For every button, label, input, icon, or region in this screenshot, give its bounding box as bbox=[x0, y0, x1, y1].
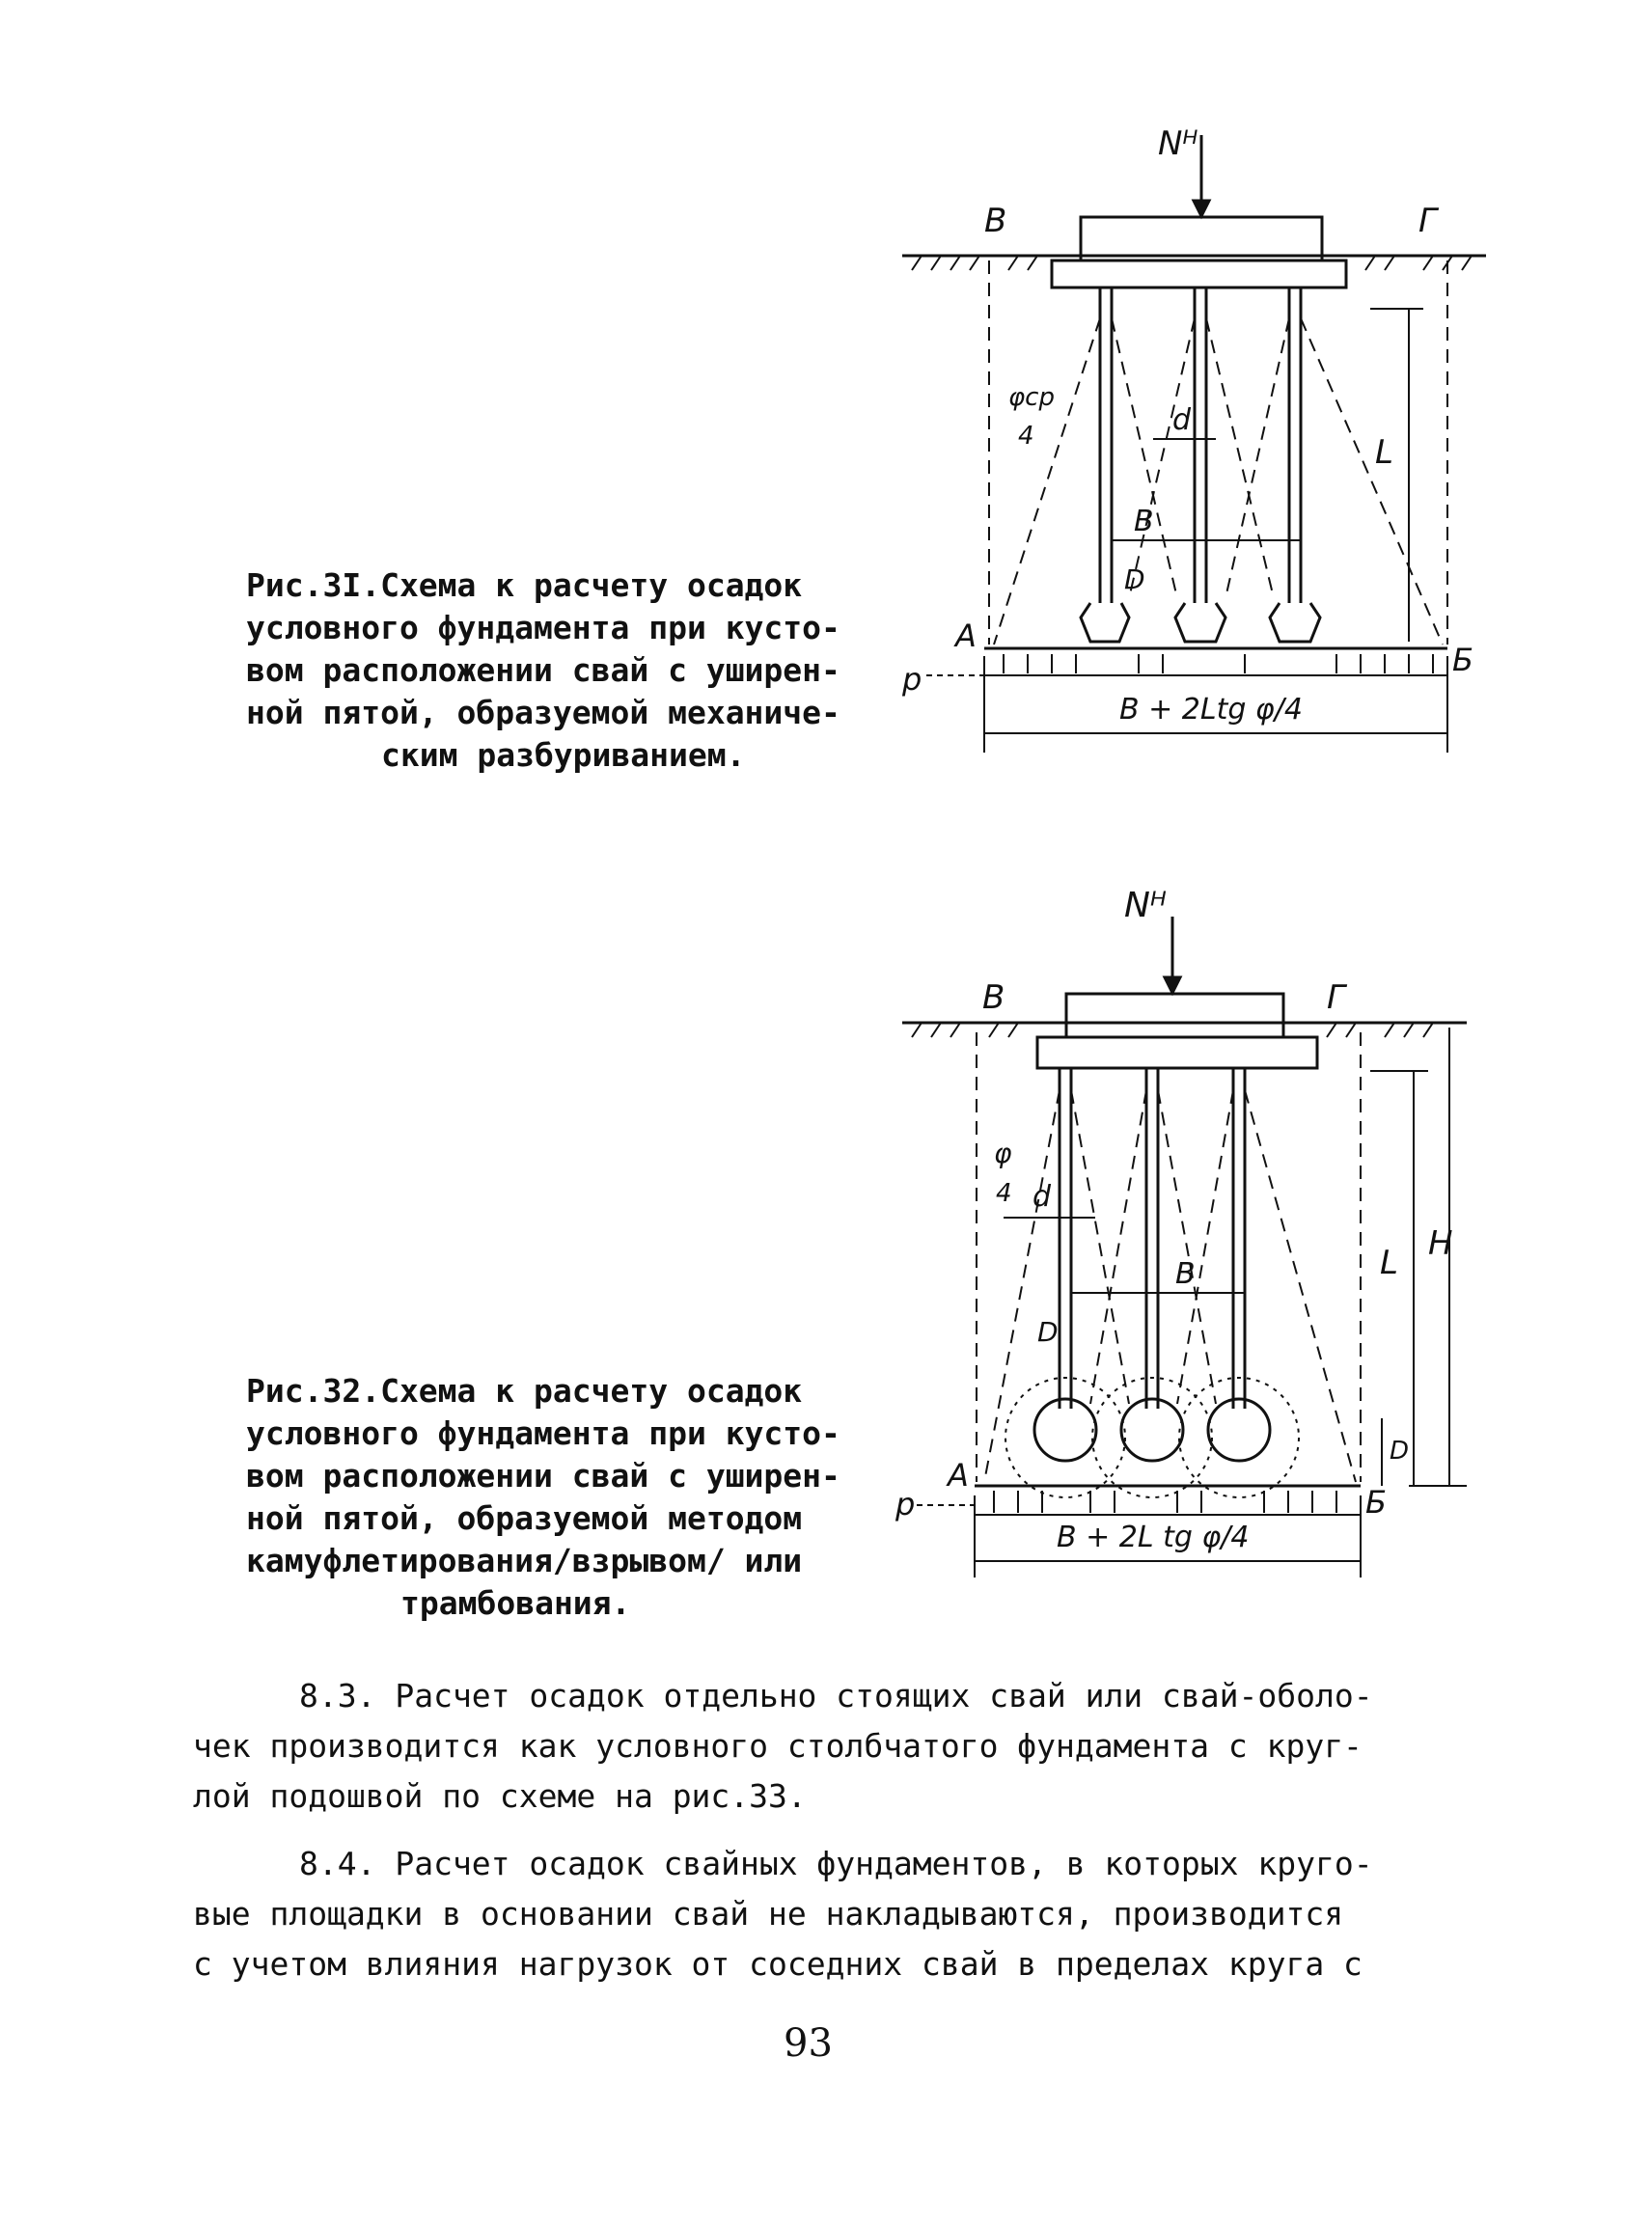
paragraph-8-3 bbox=[193, 1671, 1467, 1822]
fig31-width-label: B + 2Ltg φ/4 bbox=[1119, 693, 1303, 727]
fig31-angle-bottom-label: 4 bbox=[1018, 422, 1034, 451]
fig32-angle-top-label: φ bbox=[994, 1138, 1012, 1169]
text-line: 8.3. Расчет осадок отдельно стоящих свай или свай-оболо- bbox=[299, 1677, 1373, 1715]
fig32-length-label: L bbox=[1380, 1244, 1398, 1282]
caption-line: ной пятой, образуемой методом bbox=[246, 1499, 803, 1537]
body-text bbox=[193, 1671, 1467, 2007]
fig32-left-top-label: B bbox=[982, 978, 1005, 1017]
fig31-corner-b-label: Б bbox=[1452, 642, 1473, 678]
text-line: лой подошвой по схеме на рис.33. bbox=[193, 1777, 807, 1815]
caption-line: вом расположении свай с уширен- bbox=[246, 1457, 840, 1495]
caption-line: вом расположении свай с уширен- bbox=[246, 651, 840, 689]
caption-line: Рис.32.Схема к расчету осадок bbox=[246, 1372, 803, 1410]
caption-line: камуфлетирования/взрывом/ или bbox=[246, 1542, 803, 1579]
fig31-d-label: d bbox=[1172, 403, 1192, 437]
fig32-corner-b-label: Б bbox=[1365, 1484, 1387, 1521]
fig31-length-label: L bbox=[1375, 433, 1393, 472]
fig32-spacing-label: B bbox=[1175, 1257, 1196, 1291]
text-line: чек производится как условного столбчатого фундамента с круг- bbox=[193, 1727, 1363, 1765]
figure-32-diagram bbox=[888, 868, 1505, 1602]
fig31-spacing-label: B bbox=[1134, 505, 1154, 538]
caption-line: ной пятой, образуемой механиче- bbox=[246, 694, 840, 731]
fig32-width-label: B + 2L tg φ/4 bbox=[1057, 1521, 1250, 1554]
caption-line: ским разбуриванием. bbox=[381, 736, 746, 774]
page-number: 93 bbox=[784, 2021, 833, 2066]
text-line: вые площадки в основании свай не накладываются, производится bbox=[193, 1895, 1344, 1933]
caption-line: Рис.3I.Схема к расчету осадок bbox=[246, 566, 803, 604]
fig31-left-top-label: B bbox=[984, 202, 1007, 240]
fig32-corner-a-label: A bbox=[948, 1457, 969, 1494]
caption-line: трамбования. bbox=[400, 1584, 631, 1622]
fig31-right-top-label: Г bbox=[1418, 202, 1437, 240]
caption-line: условного фундамента при кусто- bbox=[246, 609, 840, 646]
text-line: 8.4. Расчет осадок свайных фундаментов, в которых круго- bbox=[299, 1845, 1373, 1882]
paragraph-8-4 bbox=[193, 1839, 1467, 1989]
fig31-pressure-label: p bbox=[902, 661, 922, 698]
text-line: с учетом влияния нагрузок от соседних свай в пределах круга с bbox=[193, 1945, 1363, 1983]
fig32-right-top-label: Г bbox=[1327, 978, 1345, 1017]
fig32-height-label: H bbox=[1428, 1224, 1453, 1263]
fig31-load-label: Nᴴ bbox=[1158, 124, 1198, 163]
fig32-d-label: d bbox=[1032, 1180, 1052, 1214]
caption-line: условного фундамента при кусто- bbox=[246, 1414, 840, 1452]
fig32-pressure-label: p bbox=[895, 1486, 916, 1522]
figure-32-caption bbox=[246, 1370, 840, 1625]
fig32-angle-bottom-label: 4 bbox=[996, 1179, 1012, 1208]
fig32-d-dim-label: D bbox=[1390, 1437, 1410, 1466]
figure-31-caption bbox=[246, 564, 840, 777]
fig31-corner-a-label: A bbox=[955, 617, 977, 654]
fig31-angle-top-label: φср bbox=[1008, 383, 1055, 412]
figure-31-diagram bbox=[888, 116, 1505, 772]
fig32-load-label: Nᴴ bbox=[1124, 886, 1167, 925]
fig32-heel-label: D bbox=[1037, 1316, 1059, 1348]
fig31-heel-label: D bbox=[1124, 563, 1145, 595]
